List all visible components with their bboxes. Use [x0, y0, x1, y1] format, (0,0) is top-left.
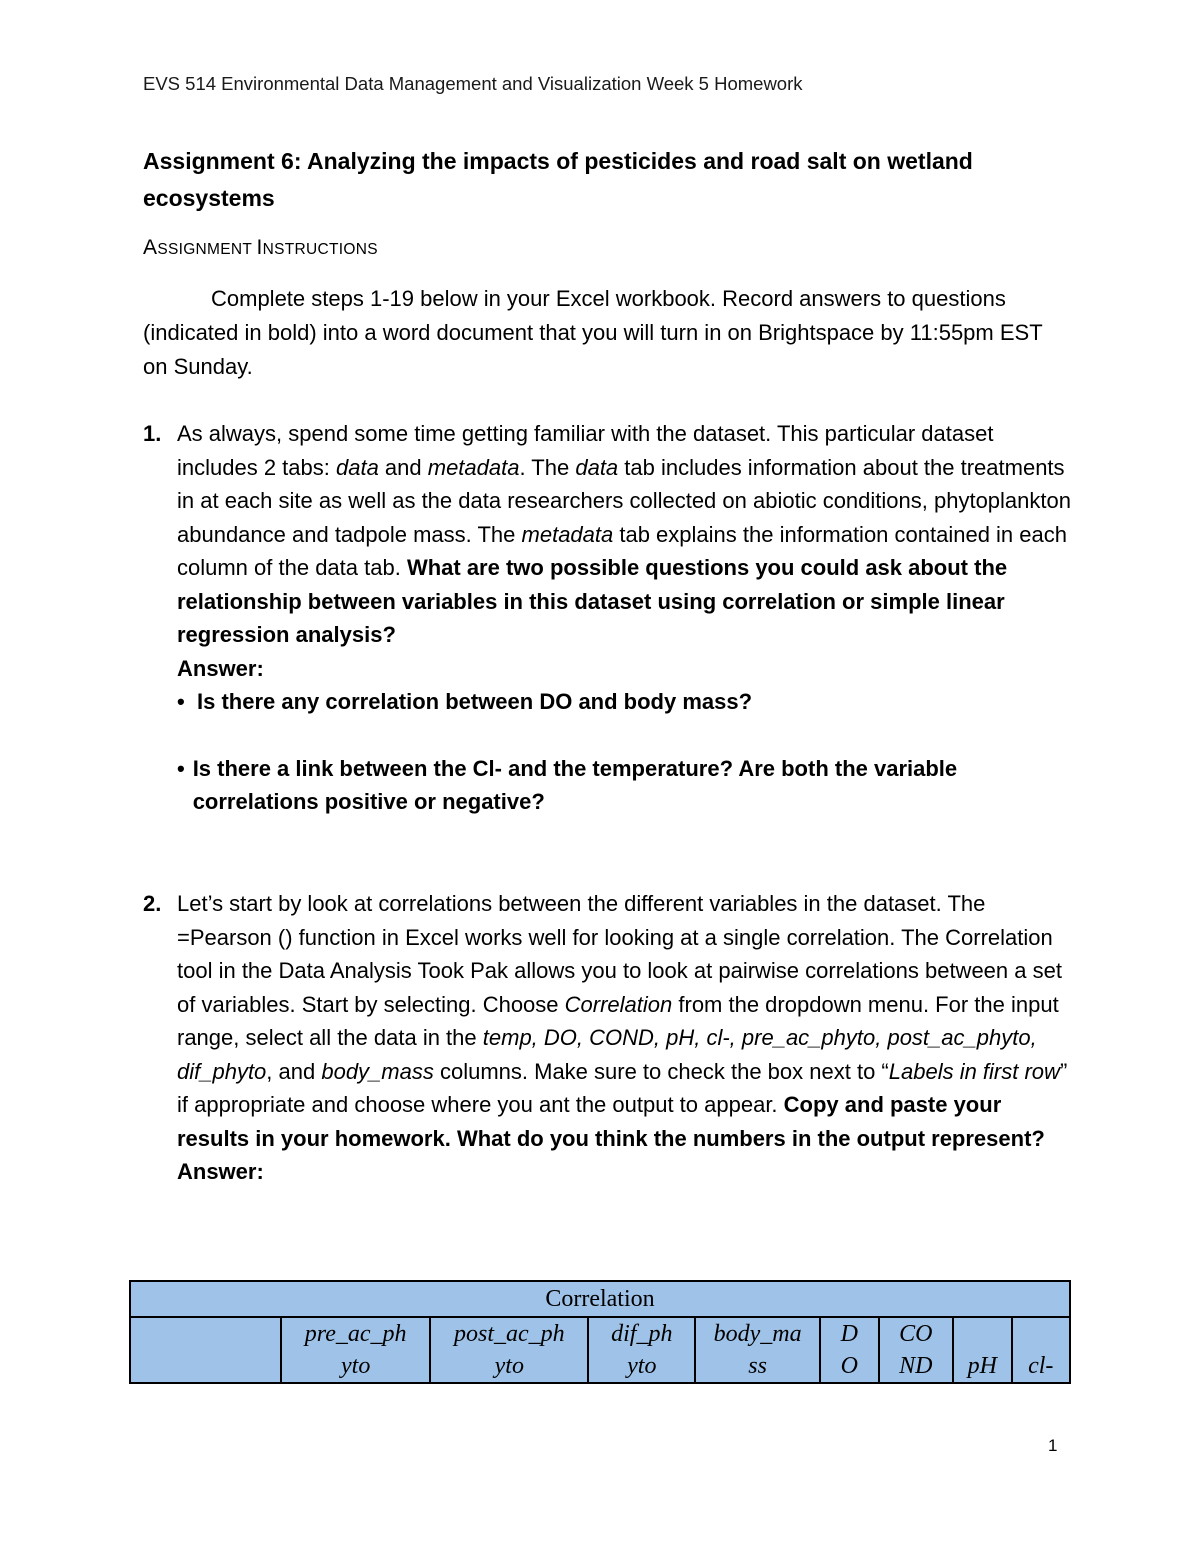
question-1-prompt: What are two possible questions you could ask about the relationship between variables in this dataset using correlation or simple linear regression analysis?	[177, 555, 1008, 647]
page-number: 1	[1048, 1436, 1058, 1455]
header-cell-post-ac-phyto: post_ac_ph yto	[430, 1317, 588, 1383]
page-header: EVS 514 Environmental Data Management and Visualization Week 5 Homework	[143, 73, 803, 94]
section-heading: ASSIGNMENT INSTRUCTIONS	[143, 236, 378, 259]
answer-label: Answer:	[177, 655, 264, 681]
header-cell-pre-ac-phyto: pre_ac_ph yto	[281, 1317, 430, 1383]
question-1-number: 1.	[143, 421, 162, 446]
header-cell-dif-phyto: dif_ph yto	[588, 1317, 695, 1383]
correlation-table	[129, 1280, 1071, 1384]
header-cell-do: D O	[820, 1317, 878, 1383]
question-2	[143, 887, 1073, 1189]
header-cell-cl: cl-	[1012, 1317, 1071, 1383]
assignment-title: Assignment 6: Analyzing the impacts of pesticides and road salt on wetland ecosystems	[143, 148, 973, 211]
header-cell-ph: pH	[953, 1317, 1011, 1383]
question-2-prompt: Copy and paste your results in your homework. What do you think the numbers in the output represent?	[177, 1092, 1045, 1151]
answer-bullet-2: • Is there a link between the Cl- and the temperature? Are both the variable correlations positive or negative?	[177, 755, 958, 814]
question-2-number: 2.	[143, 891, 162, 916]
table-header-row	[130, 1317, 1070, 1383]
answer-bullet-1: • Is there any correlation between DO and body mass?	[177, 689, 753, 714]
header-cell-empty	[130, 1317, 281, 1383]
header-cell-cond: CO ND	[879, 1317, 954, 1383]
question-1-body: As always, spend some time getting familiar with the dataset. This particular dataset includes 2 tabs: data and metadata. The data tab includes information about the treatments in at each site as well as the data researchers collected on abiotic conditions, phytoplankton abundance and tadpole mass. The metadata tab explains the information contained in each column of the data tab. What are two possible questions you could ask about the relationship between variables in this dataset using correlation or simple linear regression analysis? Answer:	[177, 417, 1073, 685]
table-caption: Correlation	[130, 1281, 1070, 1317]
question-2-body: Let’s start by look at correlations between the different variables in the dataset. The =Pearson () function in Excel works well for looking at a single correlation. The Correlation tool in the Data Analysis Took Pak allows you to look at pairwise correlations between a set of variables. Start by selecting. Choose Correlation from the dropdown menu. For the input range, select all the data in the temp, DO, COND, pH, cl-, pre_ac_phyto, post_ac_phyto, dif_phyto, and body_mass columns. Make sure to check the box next to “Labels in first row” if appropriate and choose where you ant the output to appear. Copy and paste your results in your homework. What do you think the numbers in the output represent? Answer:	[177, 887, 1073, 1189]
answer-label: Answer:	[177, 1159, 264, 1184]
intro-paragraph: Complete steps 1-19 below in your Excel workbook. Record answers to questions (indicated in bold) into a word document that you will turn in on Brightspace by 11:55pm EST on Sunday.	[143, 286, 1043, 379]
header-cell-body-mass: body_ma ss	[695, 1317, 820, 1383]
question-1	[143, 417, 1073, 819]
